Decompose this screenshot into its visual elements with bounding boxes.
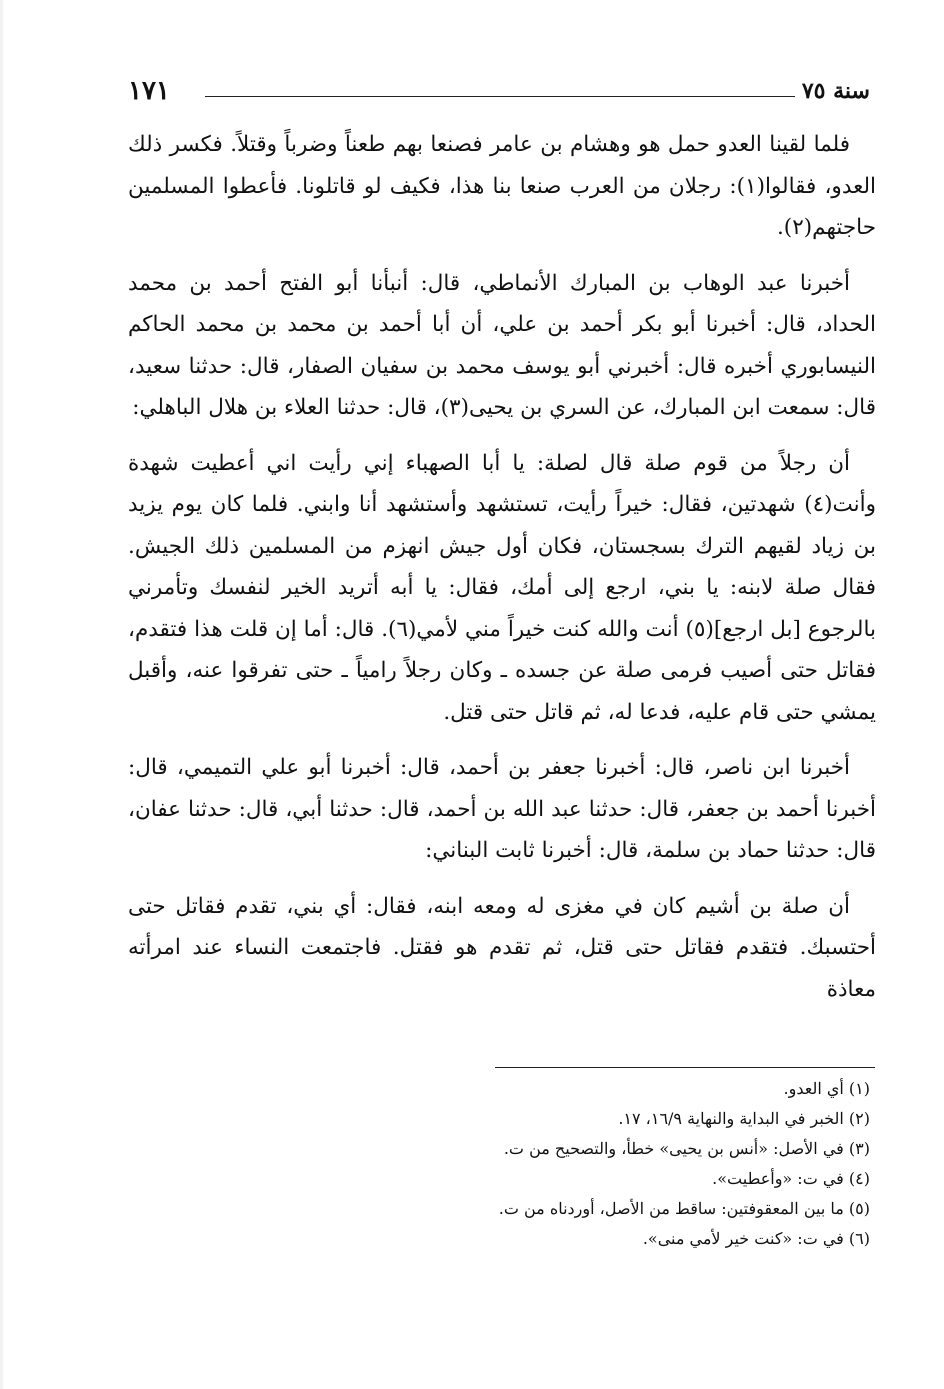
- paragraph-2: أخبرنا عبد الوهاب بن المبارك الأنماطي، قال: أنبأنا أبو الفتح أحمد بن محمد الحداد، قال: أخبرنا أبو بكر أحمد بن علي، أن أبا أحمد بن محمد بن محمد الحاكم النيسابوري أخبره قال: أخبرني أبو يوسف محمد بن سفيان الصفار، قال: حدثنا سعيد، قال: سمعت ابن المبارك، عن السري بن يحيى(٣)، قال: حدثنا العلاء بن هلال الباهلي:: [128, 270, 876, 420]
- footnotes: [300, 1074, 870, 1254]
- footnote-3: (٣) في الأصل: «أنس بن يحيى» خطأ، والتصحيح من ت.: [503, 1139, 870, 1158]
- header-rule: [205, 96, 795, 97]
- footnote-2: (٢) الخبر في البداية والنهاية ١٦/٩، ١٧.: [618, 1109, 870, 1128]
- running-title: سنة ٧٥: [801, 78, 870, 104]
- footnote-4: (٤) في ت: «وأعطيت».: [712, 1169, 870, 1188]
- footnote-5: (٥) ما بين المعقوفتين: ساقط من الأصل، أوردناه من ت.: [498, 1199, 870, 1218]
- page-edge-shadow: [0, 0, 3, 1389]
- footnote-rule: [495, 1067, 875, 1068]
- paragraph-3: أن رجلاً من قوم صلة قال لصلة: يا أبا الصهباء إني رأيت اني أعطيت شهدة وأنت(٤) شهدتين، فقال: خيراً رأيت، تستشهد وأستشهد أنا وابني. فلما كان يوم يزيد بن زياد لقيهم الترك بسجستان، فكان أول جيش انهزم من المسلمين ذلك الجيش. فقال صلة لابنه: يا بني، ارجع إلى أمك، فقال: يا أبه أتريد الخير لنفسك وتأمرني بالرجوع [بل ارجع](٥) أنت والله كنت خيراً مني لأمي(٦). قال: أما إن قلت هذا فتقدم، فقاتل حتى أصيب فرمى صلة عن جسده ـ وكان رجلاً رامياً ـ حتى تفرقوا عنه، وأقبل يمشي حتى قام عليه، فدعا له، ثم قاتل حتى قتل.: [128, 450, 876, 725]
- footnote-6: (٦) في ت: «كنت خير لأمي منى».: [642, 1229, 870, 1248]
- page-number: ١٧١: [128, 76, 170, 106]
- paragraph-4: أخبرنا ابن ناصر، قال: أخبرنا جعفر بن أحمد، قال: أخبرنا أبو علي التميمي، قال: أخبرنا أحمد بن جعفر، قال: حدثنا عبد الله بن أحمد، قال: حدثنا أبي، قال: حدثنا عفان، قال: حدثنا حماد بن سلمة، قال: أخبرنا ثابت البناني:: [128, 755, 876, 863]
- paragraph-1: فلما لقينا العدو حمل هو وهشام بن عامر فصنعا بهم طعناً وضرباً وقتلاً. فكسر ذلك العدو، فقالوا(١): رجلان من العرب صنعا بنا هذا، فكيف لو قاتلونا. فأعطوا المسلمين حاجتهم(٢).: [128, 132, 876, 240]
- main-text: [128, 124, 876, 1024]
- paragraph-5: أن صلة بن أشيم كان في مغزى له ومعه ابنه، فقال: أي بني، تقدم فقاتل حتى أحتسبك. فتقدم فقاتل حتى قتل، ثم تقدم هو فقتل. فاجتمعت النساء عند امرأته معاذة: [128, 893, 876, 1002]
- footnote-1: (١) أي العدو.: [783, 1079, 870, 1098]
- page-header: [120, 76, 870, 116]
